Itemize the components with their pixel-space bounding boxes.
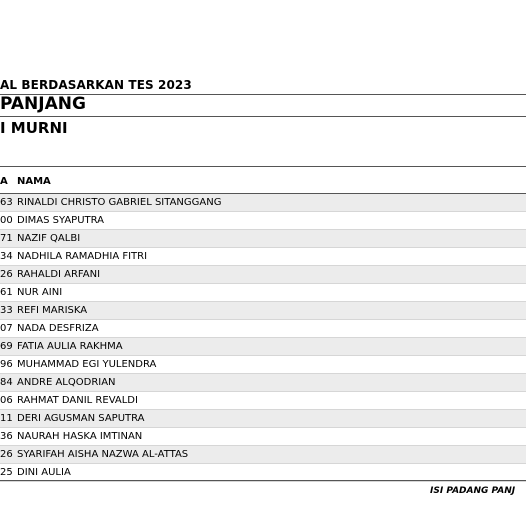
table-cell-code: 71 [0,233,13,244]
table-cell-name: ANDRE ALQODRIAN [17,377,116,388]
table-row [0,410,526,428]
table-cell-code: 25 [0,467,13,478]
table-cell-code: 84 [0,377,13,388]
table-header [0,172,526,190]
table-body [0,194,526,482]
table-cell-name: SYARIFAH AISHA NAZWA AL-ATTAS [17,449,189,460]
table-row [0,428,526,446]
table-cell-name: REFI MARISKA [17,305,88,316]
table-cell-code: 07 [0,323,13,334]
table-row [0,284,526,302]
table-cell-name: RAHMAT DANIL REVALDI [17,395,138,406]
table-row [0,446,526,464]
table-row [0,212,526,230]
table-cell-name: MUHAMMAD EGI YULENDRA [17,359,157,370]
table-cell-code: 00 [0,215,13,226]
page-subtitle-secondary: I MURNI [0,119,68,137]
column-header-name: NAMA [17,176,51,187]
table-cell-code: 11 [0,413,13,424]
table-cell-code: 63 [0,197,13,208]
table-cell-code: 33 [0,305,13,316]
table-top-border [0,166,526,167]
table-row [0,392,526,410]
divider [0,116,526,117]
table-cell-name: RINALDI CHRISTO GABRIEL SITANGGANG [17,197,222,208]
column-header-code: A [0,176,8,187]
table-cell-name: NAZIF QALBI [17,233,81,244]
page-title: AL BERDASARKAN TES 2023 [0,78,192,92]
table-cell-code: 06 [0,395,13,406]
table-cell-code: 34 [0,251,13,262]
table-row [0,266,526,284]
table-cell-name: NADA DESFRIZA [17,323,99,334]
table-cell-code: 61 [0,287,13,298]
table-cell-code: 96 [0,359,13,370]
table-row [0,194,526,212]
table-cell-code: 36 [0,431,13,442]
table-row [0,302,526,320]
table-cell-code: 69 [0,341,13,352]
table-cell-name: DERI AGUSMAN SAPUTRA [17,413,145,424]
page-subtitle: PANJANG [0,94,86,114]
table-cell-name: DINI AULIA [17,467,71,478]
footer-text: ISI PADANG PANJ [430,486,516,496]
table-cell-code: 26 [0,269,13,280]
table-row [0,320,526,338]
table-cell-code: 26 [0,449,13,460]
table-cell-name: NAURAH HASKA IMTINAN [17,431,143,442]
table-row [0,230,526,248]
table-row [0,374,526,392]
table-bottom-border [0,480,526,481]
table-cell-name: NUR AINI [17,287,63,298]
table-row [0,338,526,356]
table-cell-name: FATIA AULIA RAKHMA [17,341,123,352]
table-cell-name: DIMAS SYAPUTRA [17,215,105,226]
table-row [0,356,526,374]
table-row [0,248,526,266]
table-cell-name: NADHILA RAMADHIA FITRI [17,251,148,262]
table-cell-name: RAHALDI ARFANI [17,269,101,280]
